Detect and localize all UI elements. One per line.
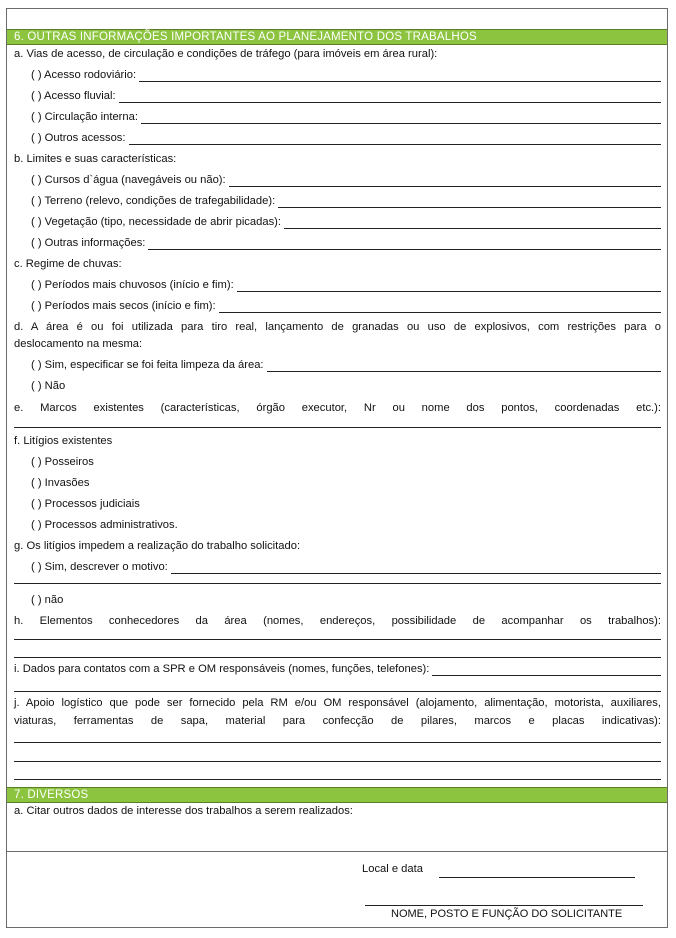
item-i-label: i. Dados para contatos com a SPR e OM responsáveis (nomes, funções, telefones): — [14, 663, 430, 675]
top-empty-row — [7, 9, 667, 30]
field-circulacao-interna[interactable] — [31, 109, 661, 128]
answer-line[interactable] — [14, 657, 661, 658]
answer-line[interactable] — [229, 185, 661, 187]
item-g-label-row — [14, 538, 661, 557]
item-j-label-row-2 — [14, 712, 661, 731]
item-7a-label-row — [14, 803, 661, 822]
checkbox-label[interactable]: ( ) Períodos mais secos (início e fim): — [31, 300, 216, 312]
field-outros-acessos[interactable] — [31, 130, 661, 149]
item-d-label-line1: d. A área é ou foi utilizada para tiro real, lançamento de granadas ou uso de explosivos, com restrições para o — [14, 321, 661, 333]
checkbox-label[interactable]: ( ) não — [31, 594, 64, 606]
field-invasoes[interactable] — [31, 475, 661, 494]
field-litigios-nao[interactable] — [31, 592, 661, 611]
item-f-label-row — [14, 433, 661, 452]
item-h-label: h. Elementos conhecedores da área (nomes, endereços, possibilidade de acompanhar os trabalhos): — [14, 615, 661, 627]
checkbox-label[interactable]: ( ) Terreno (relevo, condições de trafegabilidade): — [31, 195, 276, 207]
answer-line[interactable] — [14, 583, 661, 584]
section-7-header — [7, 787, 667, 803]
item-j-label-row — [14, 694, 661, 713]
field-acesso-rodoviario[interactable] — [31, 67, 661, 86]
item-7a-label: a. Citar outros dados de interesse dos trabalhos a serem realizados: — [14, 805, 353, 817]
field-acesso-fluvial[interactable] — [31, 88, 661, 107]
item-a-label-row — [14, 46, 661, 65]
answer-line[interactable] — [278, 206, 661, 208]
answer-line[interactable] — [14, 427, 661, 428]
checkbox-label[interactable]: ( ) Circulação interna: — [31, 111, 138, 123]
checkbox-label[interactable]: ( ) Não — [31, 380, 66, 392]
checkbox-label[interactable]: ( ) Invasões — [31, 477, 90, 489]
item-j-label-line1: j. Apoio logístico que pode ser fornecido pela RM e/ou OM responsável (alojamento, alimentação, motorista, auxiliares, — [14, 697, 661, 709]
field-vegetacao[interactable] — [31, 214, 661, 233]
answer-line[interactable] — [14, 779, 661, 780]
field-area-nao[interactable] — [31, 378, 661, 397]
section-6-title: 6. OUTRAS INFORMAÇÕES IMPORTANTES AO PLANEJAMENTO DOS TRABALHOS — [14, 31, 477, 43]
field-periodos-secos[interactable] — [31, 298, 661, 317]
answer-line[interactable] — [141, 122, 661, 124]
item-b-label-row — [14, 151, 661, 170]
field-processos-administrativos[interactable] — [31, 517, 661, 536]
item-d-label-row-2 — [14, 336, 661, 355]
field-terreno[interactable] — [31, 193, 661, 212]
answer-line[interactable] — [14, 639, 661, 640]
answer-line[interactable] — [129, 143, 662, 145]
section-6-header — [7, 29, 667, 45]
item-e-label-row — [14, 399, 661, 418]
answer-line[interactable] — [171, 572, 661, 574]
checkbox-label[interactable]: ( ) Posseiros — [31, 456, 94, 468]
item-h-label-row — [14, 612, 661, 631]
item-j-label-line2: viaturas, ferramentas de sapa, material para confecção de pilares, marcos e placas indicativas): — [14, 715, 661, 727]
place-date-line[interactable] — [439, 877, 635, 878]
checkbox-label[interactable]: ( ) Processos administrativos. — [31, 519, 178, 531]
field-litigios-sim[interactable] — [31, 559, 661, 578]
signature-caption: NOME, POSTO E FUNÇÃO DO SOLICITANTE — [391, 908, 623, 920]
checkbox-label[interactable]: ( ) Acesso rodoviário: — [31, 69, 137, 81]
checkbox-label[interactable]: ( ) Outras informações: — [31, 237, 146, 249]
item-c-label-row — [14, 256, 661, 275]
answer-line[interactable] — [432, 674, 661, 676]
answer-line[interactable] — [14, 742, 661, 743]
field-periodos-chuvosos[interactable] — [31, 277, 661, 296]
item-g-label: g. Os litígios impedem a realização do trabalho solicitado: — [14, 540, 301, 552]
answer-line[interactable] — [139, 80, 661, 82]
field-contatos-spr[interactable] — [14, 661, 661, 680]
field-processos-judiciais[interactable] — [31, 496, 661, 515]
item-e-label: e. Marcos existentes (características, órgão executor, Nr ou nome dos pontos, coordenadas etc.): — [14, 402, 661, 414]
field-cursos-dagua[interactable] — [31, 172, 661, 191]
answer-line[interactable] — [14, 691, 661, 692]
checkbox-label[interactable]: ( ) Sim, descrever o motivo: — [31, 561, 168, 573]
checkbox-label[interactable]: ( ) Cursos d`água (navegáveis ou não): — [31, 174, 226, 186]
checkbox-label[interactable]: ( ) Vegetação (tipo, necessidade de abrir picadas): — [31, 216, 281, 228]
item-f-label: f. Litígios existentes — [14, 435, 113, 447]
item-b-label: b. Limites e suas características: — [14, 153, 177, 165]
field-outras-informacoes[interactable] — [31, 235, 661, 254]
signature-line[interactable] — [365, 905, 643, 906]
checkbox-label[interactable]: ( ) Sim, especificar se foi feita limpeza da área: — [31, 359, 264, 371]
answer-line[interactable] — [219, 311, 661, 313]
answer-line[interactable] — [237, 290, 661, 292]
answer-line[interactable] — [14, 761, 661, 762]
form-frame — [6, 8, 668, 928]
section-divider — [7, 851, 667, 852]
checkbox-label[interactable]: ( ) Outros acessos: — [31, 132, 126, 144]
checkbox-label[interactable]: ( ) Acesso fluvial: — [31, 90, 116, 102]
answer-line[interactable] — [267, 370, 661, 372]
item-d-label-line2: deslocamento na mesma: — [14, 338, 143, 350]
checkbox-label[interactable]: ( ) Períodos mais chuvosos (início e fim): — [31, 279, 234, 291]
answer-line[interactable] — [148, 248, 661, 250]
answer-line[interactable] — [119, 101, 661, 103]
field-area-sim[interactable] — [31, 357, 661, 376]
section-7-title: 7. DIVERSOS — [14, 789, 89, 801]
answer-line[interactable] — [284, 227, 661, 229]
checkbox-label[interactable]: ( ) Processos judiciais — [31, 498, 140, 510]
item-c-label: c. Regime de chuvas: — [14, 258, 122, 270]
field-posseiros[interactable] — [31, 454, 661, 473]
item-a-label: a. Vias de acesso, de circulação e condições de tráfego (para imóveis em área rural): — [14, 48, 438, 60]
place-date-label: Local e data — [362, 863, 423, 875]
